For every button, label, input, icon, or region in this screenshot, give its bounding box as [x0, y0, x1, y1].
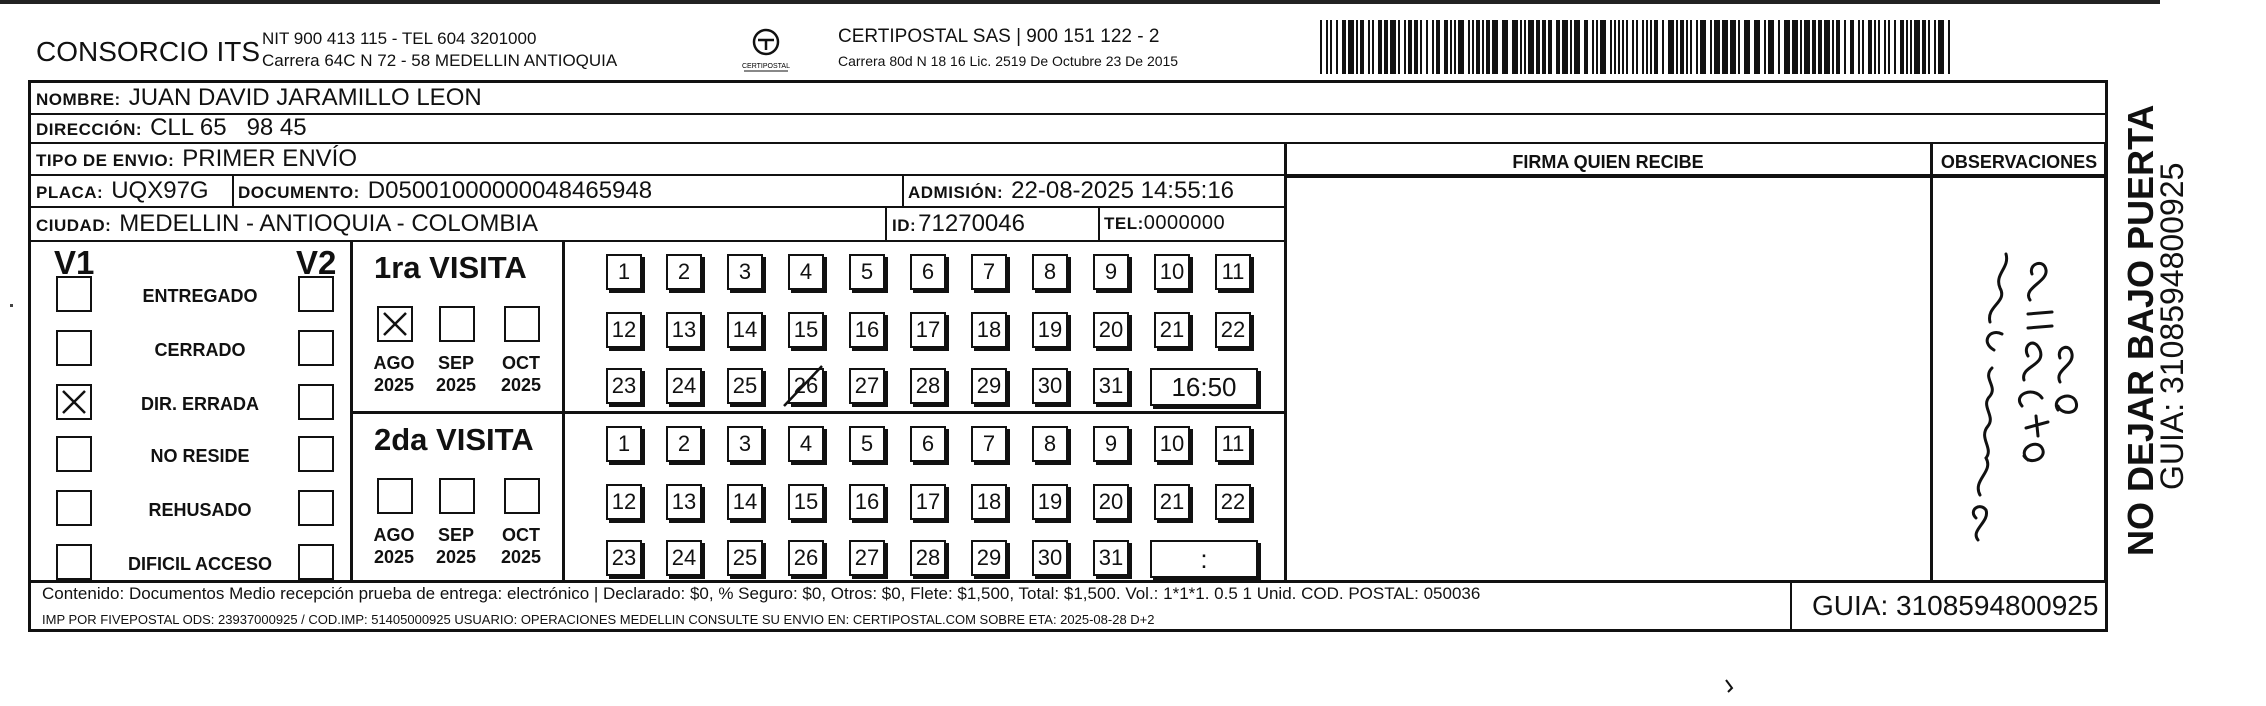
tel-label: TEL: — [1104, 214, 1144, 233]
v1-checkbox-4[interactable] — [56, 490, 92, 526]
visit-0-day-28[interactable]: 28 — [910, 368, 946, 404]
visit-0-month-label-0 — [369, 352, 419, 396]
month-year: 2025 — [373, 375, 415, 395]
carrier-address: Carrera 80d N 18 16 Lic. 2519 De Octubre 23 De 2015 — [838, 53, 1179, 69]
visit-0-day-8[interactable]: 8 — [1032, 254, 1068, 290]
v1-label: V1 — [54, 244, 95, 281]
visit-1-month-checkbox-2[interactable] — [504, 478, 540, 514]
visit-1-day-24[interactable]: 24 — [666, 540, 702, 576]
visit-1-day-21[interactable]: 21 — [1154, 484, 1190, 520]
plate-value: UQX97G — [111, 177, 209, 204]
visit-title-1: 2da VISITA — [374, 422, 534, 457]
month-name: SEP — [437, 353, 475, 373]
status-label-0: ENTREGADO — [142, 286, 258, 306]
month-year: 2025 — [435, 547, 477, 567]
visit-1-day-19[interactable]: 19 — [1032, 484, 1068, 520]
document-value: D05001000000048465948 — [367, 177, 653, 204]
visit-1-day-18[interactable]: 18 — [971, 484, 1007, 520]
guia-footer: GUIA: 3108594800925 — [1812, 590, 2099, 621]
status-label-4: REHUSADO — [148, 500, 252, 520]
document-field — [238, 177, 652, 205]
certipostal-logo — [736, 26, 796, 74]
send-type-row — [36, 145, 357, 173]
v1-checkbox-0[interactable] — [56, 276, 92, 312]
visit-0-day-6[interactable]: 6 — [910, 254, 946, 290]
visit-1-day-2[interactable]: 2 — [666, 426, 702, 462]
visit-0-day-11[interactable]: 11 — [1215, 254, 1251, 290]
visit-1-day-12[interactable]: 12 — [606, 484, 642, 520]
visit-0-day-18[interactable]: 18 — [971, 312, 1007, 348]
visit-0-day-22[interactable]: 22 — [1215, 312, 1251, 348]
visit-1-month-checkbox-0[interactable] — [377, 478, 413, 514]
visit-0-month-checkbox-0[interactable] — [377, 306, 413, 342]
visit-0-day-15[interactable]: 15 — [788, 312, 824, 348]
v2-checkbox-3[interactable] — [298, 436, 334, 472]
visit-1-day-8[interactable]: 8 — [1032, 426, 1068, 462]
address-row — [36, 114, 307, 142]
visit-1-day-26[interactable]: 26 — [788, 540, 824, 576]
barcode — [1320, 20, 1960, 74]
visit-1-day-1[interactable]: 1 — [606, 426, 642, 462]
send-type-value: PRIMER ENVÍO — [182, 145, 357, 172]
visit-1-day-29[interactable]: 29 — [971, 540, 1007, 576]
visit-0-day-13[interactable]: 13 — [666, 312, 702, 348]
status-label-2: DIR. ERRADA — [140, 394, 259, 414]
status-label-1: CERRADO — [154, 340, 246, 360]
address-label: DIRECCIÓN: — [36, 120, 143, 139]
stray-mark — [1722, 678, 1738, 694]
name-label: NOMBRE: — [36, 90, 121, 109]
month-name: OCT — [502, 525, 540, 545]
city-field — [36, 210, 538, 238]
top-edge-line — [0, 0, 2160, 4]
visit-0-day-16[interactable]: 16 — [849, 312, 885, 348]
visit-0-day-17[interactable]: 17 — [910, 312, 946, 348]
imp-line: IMP POR FIVEPOSTAL ODS: 23937000925 / COD.IMP: 51405000925 USUARIO: OPERACIONES MEDELLIN CONSULTE SU ENVIO EN: CERTIPOSTAL.COM SOBRE ETA: 2025-08-28 D+2 — [42, 612, 1155, 627]
signature-area[interactable] — [1286, 178, 1930, 580]
status-label-3: NO RESIDE — [150, 446, 250, 466]
month-year: 2025 — [373, 547, 415, 567]
document-label: DOCUMENTO: — [238, 183, 360, 202]
observations-header: OBSERVACIONES — [1940, 152, 2098, 172]
visit-0-time-box[interactable]: 16:50 — [1150, 368, 1258, 406]
admission-field — [908, 177, 1234, 205]
visit-0-day-24[interactable]: 24 — [666, 368, 702, 404]
visit-1-month-label-2 — [496, 524, 546, 568]
v2-label: V2 — [296, 244, 337, 281]
visit-1-day-11[interactable]: 11 — [1215, 426, 1251, 462]
visit-0-month-checkbox-2[interactable] — [504, 306, 540, 342]
visit-1-day-17[interactable]: 17 — [910, 484, 946, 520]
visit-0-month-checkbox-1[interactable] — [439, 306, 475, 342]
visit-1-day-10[interactable]: 10 — [1154, 426, 1190, 462]
content-line: Contenido: Documentos Medio recepción prueba de entrega: electrónico | Declarado: $0, % Seguro: $0, Otros: $0, Flete: $1,500, Total: $1,500. Vol.: 1*1*1. 0.5 1 Unid. COD. POSTAL: 050036 — [42, 584, 1481, 603]
visit-0-month-label-2 — [496, 352, 546, 396]
send-type-label: TIPO DE ENVIO: — [36, 151, 175, 170]
visit-0-day-21[interactable]: 21 — [1154, 312, 1190, 348]
v1-checkbox-3[interactable] — [56, 436, 92, 472]
month-name: AGO — [373, 525, 415, 545]
v2-checkbox-2[interactable] — [298, 384, 334, 420]
visit-0-day-10[interactable]: 10 — [1154, 254, 1190, 290]
visit-1-day-14[interactable]: 14 — [727, 484, 763, 520]
visit-0-day-4[interactable]: 4 — [788, 254, 824, 290]
month-name: AGO — [373, 353, 415, 373]
id-value: 71270046 — [918, 210, 1025, 237]
visit-0-day-2[interactable]: 2 — [666, 254, 702, 290]
signature-header: FIRMA QUIEN RECIBE — [1512, 152, 1704, 172]
status-label-5: DIFICIL ACCESO — [127, 554, 272, 574]
admission-label: ADMISIÓN: — [908, 183, 1004, 202]
visit-title-0: 1ra VISITA — [374, 250, 527, 285]
plate-field — [36, 177, 209, 205]
visit-1-day-28[interactable]: 28 — [910, 540, 946, 576]
company-address: Carrera 64C N 72 - 58 MEDELLIN ANTIOQUIA — [262, 51, 618, 70]
visit-1-day-3[interactable]: 3 — [727, 426, 763, 462]
visit-1-day-13[interactable]: 13 — [666, 484, 702, 520]
side-warning: NO DEJAR BAJO PUERTA — [2120, 104, 2161, 556]
v2-checkbox-4[interactable] — [298, 490, 334, 526]
visit-1-time-box[interactable]: : — [1150, 540, 1258, 578]
month-name: SEP — [437, 525, 475, 545]
visit-0-day-3[interactable]: 3 — [727, 254, 763, 290]
visit-1-month-label-0 — [369, 524, 419, 568]
tel-value: 0000000 — [1143, 212, 1226, 234]
month-year: 2025 — [435, 375, 477, 395]
visit-1-day-7[interactable]: 7 — [971, 426, 1007, 462]
address-value: CLL 65 98 45 — [150, 114, 307, 141]
visit-0-day-25[interactable]: 25 — [727, 368, 763, 404]
v1-checkbox-1[interactable] — [56, 330, 92, 366]
visit-0-day-5[interactable]: 5 — [849, 254, 885, 290]
visit-1-day-30[interactable]: 30 — [1032, 540, 1068, 576]
name-row — [36, 84, 482, 112]
visit-0-day-26[interactable]: 26 — [788, 368, 824, 404]
visit-0-day-19[interactable]: 19 — [1032, 312, 1068, 348]
month-year: 2025 — [500, 375, 542, 395]
visit-1-day-22[interactable]: 22 — [1215, 484, 1251, 520]
visit-0-day-1[interactable]: 1 — [606, 254, 642, 290]
v1-checkbox-2[interactable] — [56, 384, 92, 420]
handwritten-observation — [1950, 210, 2100, 570]
visit-1-day-4[interactable]: 4 — [788, 426, 824, 462]
visit-0-day-30[interactable]: 30 — [1032, 368, 1068, 404]
visit-0-day-23[interactable]: 23 — [606, 368, 642, 404]
visit-1-day-6[interactable]: 6 — [910, 426, 946, 462]
month-name: OCT — [502, 353, 540, 373]
v2-checkbox-5[interactable] — [298, 544, 334, 580]
visit-0-month-label-1 — [431, 352, 481, 396]
month-year: 2025 — [500, 547, 542, 567]
stray-dot — [10, 304, 13, 307]
v2-checkbox-0[interactable] — [298, 276, 334, 312]
visit-1-day-20[interactable]: 20 — [1093, 484, 1129, 520]
company-name: CONSORCIO ITS — [36, 36, 261, 67]
plate-label: PLACA: — [36, 183, 104, 202]
name-value: JUAN DAVID JARAMILLO LEON — [128, 84, 482, 111]
visit-0-day-12[interactable]: 12 — [606, 312, 642, 348]
visit-1-day-23[interactable]: 23 — [606, 540, 642, 576]
logo-text: CERTIPOSTAL — [742, 63, 790, 70]
visit-0-day-31[interactable]: 31 — [1093, 368, 1129, 404]
visit-1-day-31[interactable]: 31 — [1093, 540, 1129, 576]
visit-1-day-15[interactable]: 15 — [788, 484, 824, 520]
v2-checkbox-1[interactable] — [298, 330, 334, 366]
id-field — [892, 210, 1025, 238]
side-guia: GUIA: 3108594800925 — [2154, 162, 2190, 490]
visit-1-day-9[interactable]: 9 — [1093, 426, 1129, 462]
company-nit: NIT 900 413 115 - TEL 604 3201000 — [262, 29, 537, 48]
carrier-name: CERTIPOSTAL SAS | 900 151 122 - 2 — [838, 26, 1160, 47]
admission-value: 22-08-2025 14:55:16 — [1011, 177, 1235, 204]
visit-1-month-checkbox-1[interactable] — [439, 478, 475, 514]
visit-0-day-29[interactable]: 29 — [971, 368, 1007, 404]
visit-1-day-16[interactable]: 16 — [849, 484, 885, 520]
visit-1-day-5[interactable]: 5 — [849, 426, 885, 462]
city-label: CIUDAD: — [36, 216, 112, 235]
visit-0-day-20[interactable]: 20 — [1093, 312, 1129, 348]
visit-0-day-7[interactable]: 7 — [971, 254, 1007, 290]
tel-field — [1104, 212, 1225, 235]
v1-checkbox-5[interactable] — [56, 544, 92, 580]
visit-1-day-27[interactable]: 27 — [849, 540, 885, 576]
visit-0-day-9[interactable]: 9 — [1093, 254, 1129, 290]
city-value: MEDELLIN - ANTIOQUIA - COLOMBIA — [119, 210, 539, 237]
id-label: ID: — [892, 216, 917, 235]
visit-0-day-27[interactable]: 27 — [849, 368, 885, 404]
visit-1-month-label-1 — [431, 524, 481, 568]
visit-1-day-25[interactable]: 25 — [727, 540, 763, 576]
visit-0-day-14[interactable]: 14 — [727, 312, 763, 348]
